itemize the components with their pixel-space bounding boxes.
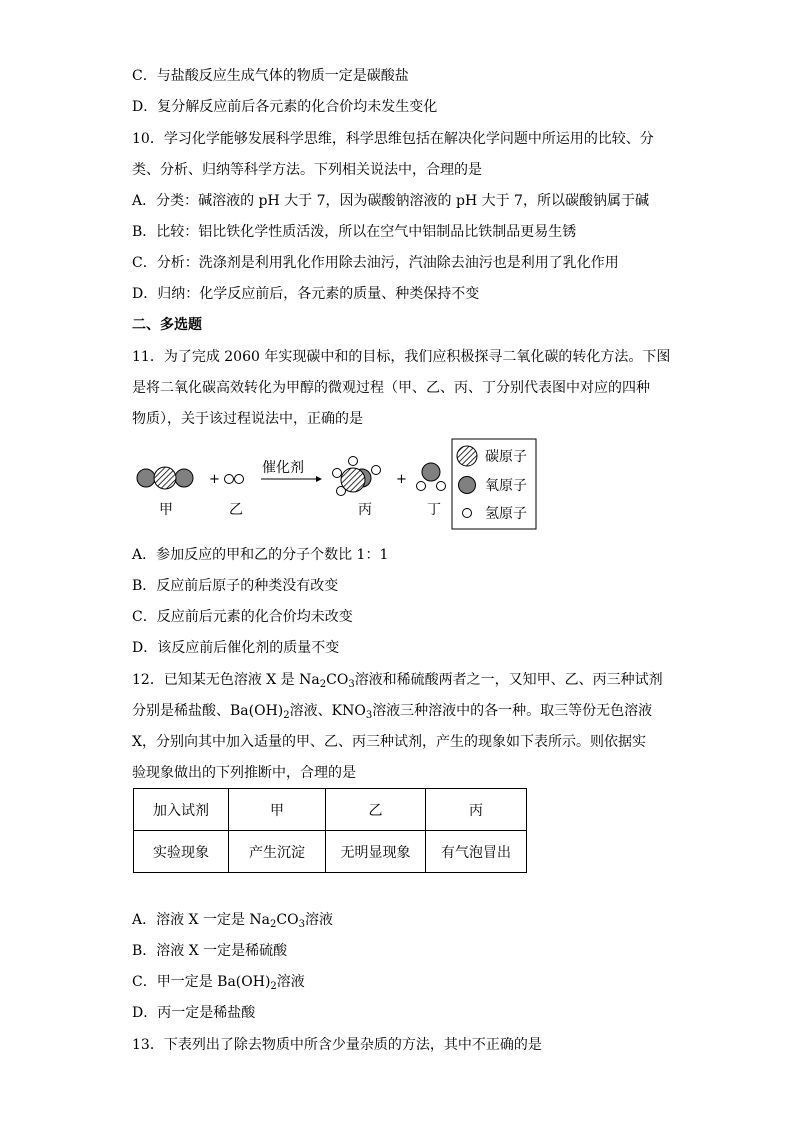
q11-stem-line3: 物质），关于该过程说法中，正确的是 (132, 411, 363, 427)
q10-option-c: C．分析：洗涤剂是利用乳化作用除去油污，汽油除去油污也是利用了乳化作用 (132, 255, 619, 271)
reaction-diagram (130, 434, 540, 530)
q12-stem-line2: 分别是稀盐酸、$Ba(OH)_2$溶液、$KNO_3$溶液三种溶液中的各一种。取三等份无色溶液 (132, 703, 653, 721)
q12-results-table (133, 788, 527, 873)
q10-option-d: D．归纳：化学反应前后，各元素的质量、种类保持不变 (132, 286, 480, 302)
q11-option-a: A．参加反应的甲和乙的分子个数比 1：1 (132, 547, 389, 563)
q11-stem-line2: 是将二氧化碳高效转化为甲醇的微观过程（甲、乙、丙、丁分别代表图中对应的四种 (132, 380, 650, 396)
q12-option-d: D．丙一定是稀盐酸 (132, 1005, 256, 1021)
q9-option-d: D．复分解反应前后各元素的化合价均未发生变化 (132, 99, 438, 115)
table-cell: 实验现象 (134, 831, 229, 873)
legend-oxygen-label: 氧原子 (485, 478, 527, 494)
q12-option-a: A．溶液 X 一定是 $Na_2CO_3$溶液 (132, 912, 333, 930)
table-cell: 丙 (426, 789, 527, 831)
legend-carbon-icon (457, 446, 477, 466)
q11-option-c: C．反应前后元素的化合价均未改变 (132, 609, 353, 625)
molecule-co2 (137, 467, 193, 489)
molecule-water (417, 463, 446, 491)
legend-hydrogen-label: 氢原子 (485, 506, 527, 522)
label-yi: 乙 (229, 502, 243, 518)
q9-option-c: C．与盐酸反应生成气体的物质一定是碳酸盐 (132, 68, 409, 84)
label-jia: 甲 (159, 502, 173, 518)
q10-stem-line1: 10．学习化学能够发展科学思维，科学思维包括在解决化学问题中所运用的比较、分 (132, 131, 654, 147)
molecule-methanol (333, 457, 381, 496)
table-cell: 有气泡冒出 (426, 831, 527, 873)
q10-stem-line2: 类、分析、归纳等科学方法。下列相关说法中，合理的是 (132, 162, 482, 178)
catalyst-label: 催化剂 (262, 460, 304, 476)
q10-option-b: B．比较：铝比铁化学性质活泼，所以在空气中铝制品比铁制品更易生锈 (132, 224, 577, 240)
table-row (134, 789, 527, 831)
table-cell: 乙 (326, 789, 426, 831)
q12-stem-line1: 12．已知某无色溶液 X 是 $Na_2CO_3$溶液和稀硫酸两者之一，又知甲、乙、丙三种试剂 (132, 672, 663, 690)
reaction-arrow-head (316, 476, 322, 482)
plus-sign-2: + (396, 472, 407, 487)
table-cell: 产生沉淀 (229, 831, 326, 873)
table-cell: 加入试剂 (134, 789, 229, 831)
legend-oxygen-icon (459, 477, 476, 494)
table-cell: 甲 (229, 789, 326, 831)
q12-stem-line4: 验现象做出的下列推断中，合理的是 (132, 765, 356, 781)
q12-stem-line3: X，分别向其中加入适量的甲、乙、丙三种试剂，产生的现象如下表所示。则依据实 (132, 734, 646, 750)
q10-option-a: A．分类：碱溶液的 pH 大于 7，因为碳酸钠溶液的 pH 大于 7，所以碳酸钠属于碱 (132, 193, 649, 209)
q13-stem-line1: 13．下表列出了除去物质中所含少量杂质的方法，其中不正确的是 (132, 1037, 542, 1053)
q12-option-c: C．甲一定是 $Ba(OH)_2$溶液 (132, 974, 305, 992)
label-ding: 丁 (427, 502, 441, 518)
label-bing: 丙 (358, 502, 372, 518)
q11-option-d: D．该反应前后催化剂的质量不变 (132, 640, 340, 656)
q11-stem-line1: 11．为了完成 2060 年实现碳中和的目标，我们应积极探寻二氧化碳的转化方法。下图 (132, 349, 671, 365)
table-cell: 无明显现象 (326, 831, 426, 873)
plus-sign-1: + (209, 472, 220, 487)
table-row (134, 831, 527, 873)
legend-hydrogen-icon (463, 509, 472, 518)
q11-option-b: B．反应前后原子的种类没有改变 (132, 578, 339, 594)
molecule-h2 (225, 475, 244, 484)
section-title-multiple-choice: 二、多选题 (132, 317, 202, 333)
legend-box (452, 439, 536, 529)
legend-carbon-label: 碳原子 (485, 449, 527, 465)
q12-option-b: B．溶液 X 一定是稀硫酸 (132, 943, 288, 959)
